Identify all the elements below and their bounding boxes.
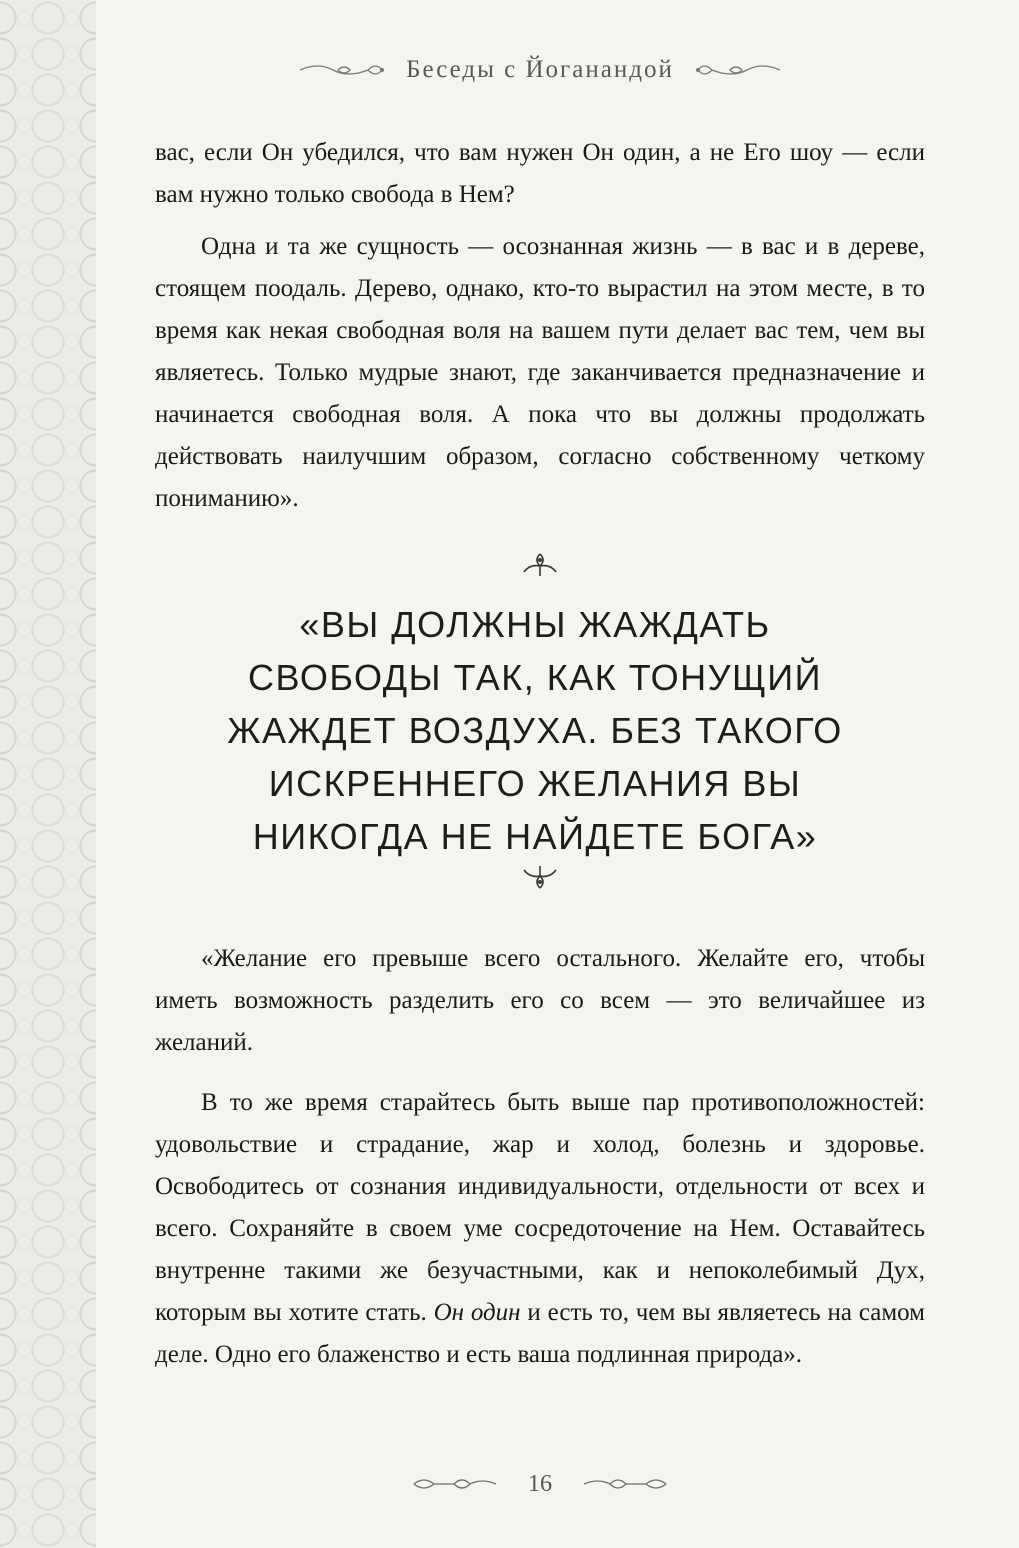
pull-quote-line: СВОБОДЫ ТАК, КАК ТОНУЩИЙ <box>248 657 822 698</box>
paragraph: «Желание его превыше всего остального. Желайте его, чтобы иметь возможность разделить его со всем — это величайшее из желаний. <box>155 945 925 1056</box>
decorative-border <box>0 0 96 1548</box>
emphasis: Он один <box>433 1299 521 1326</box>
pull-quote <box>190 598 880 863</box>
flourish-left-icon <box>410 1473 500 1495</box>
paragraph <box>155 1082 925 1376</box>
pull-quote-line: ИСКРЕННЕГО ЖЕЛАНИЯ ВЫ <box>268 763 802 804</box>
paragraph-text: В то же время старайтесь быть выше пар противоположностей: удовольствие и страдание, жар и холод, болезнь и здоровье. Освободитесь от сознания индивидуальности, отдельности от всех и всего. Сохраняйте в своем уме сосредоточение на Нем. Оставайтесь внутренне такими же безучастными, как и непоколебимый Дух, которым вы хотите стать. <box>155 1089 925 1326</box>
paragraph: Одна и та же сущность — осознанная жизнь — в вас и в дереве, стоящем поодаль. Дерево, однако, кто-то вырастил на этом месте, в то время как некая свободная воля на вашем пути делает вас тем, чем вы являетесь. Только мудрые знают, где заканчивается предназначение и начинается свободная воля. А пока что вы должны продолжать действовать наилучшим образом, согласно собственному четкому пониманию». <box>155 233 925 512</box>
text-block-bottom <box>155 938 925 1376</box>
running-head <box>260 52 820 88</box>
running-title: Беседы с Йоганандой <box>406 56 674 83</box>
ornament-divider-icon <box>515 550 565 580</box>
pull-quote-line: ЖАЖДЕТ ВОЗДУХА. БЕЗ ТАКОГО <box>227 710 843 751</box>
flourish-right-icon <box>580 1473 670 1495</box>
ornament-divider-icon <box>515 862 565 892</box>
page-number: 16 <box>528 1470 552 1497</box>
text-block-top <box>155 132 925 520</box>
pull-quote-line: «ВЫ ДОЛЖНЫ ЖАЖДАТЬ <box>299 604 771 645</box>
flourish-left-icon <box>298 60 388 80</box>
folio <box>380 1464 700 1504</box>
flourish-right-icon <box>692 60 782 80</box>
paragraph: вас, если Он убедился, что вам нужен Он один, а не Его шоу — если вам нужно только свобода в Нем? <box>155 139 925 208</box>
paragraph-text: и есть то, чем вы являетесь на самом деле. Одно его блаженство и есть ваша подлинная природа». <box>155 1299 925 1368</box>
pull-quote-line: НИКОГДА НЕ НАЙДЕТЕ БОГА» <box>252 816 818 857</box>
